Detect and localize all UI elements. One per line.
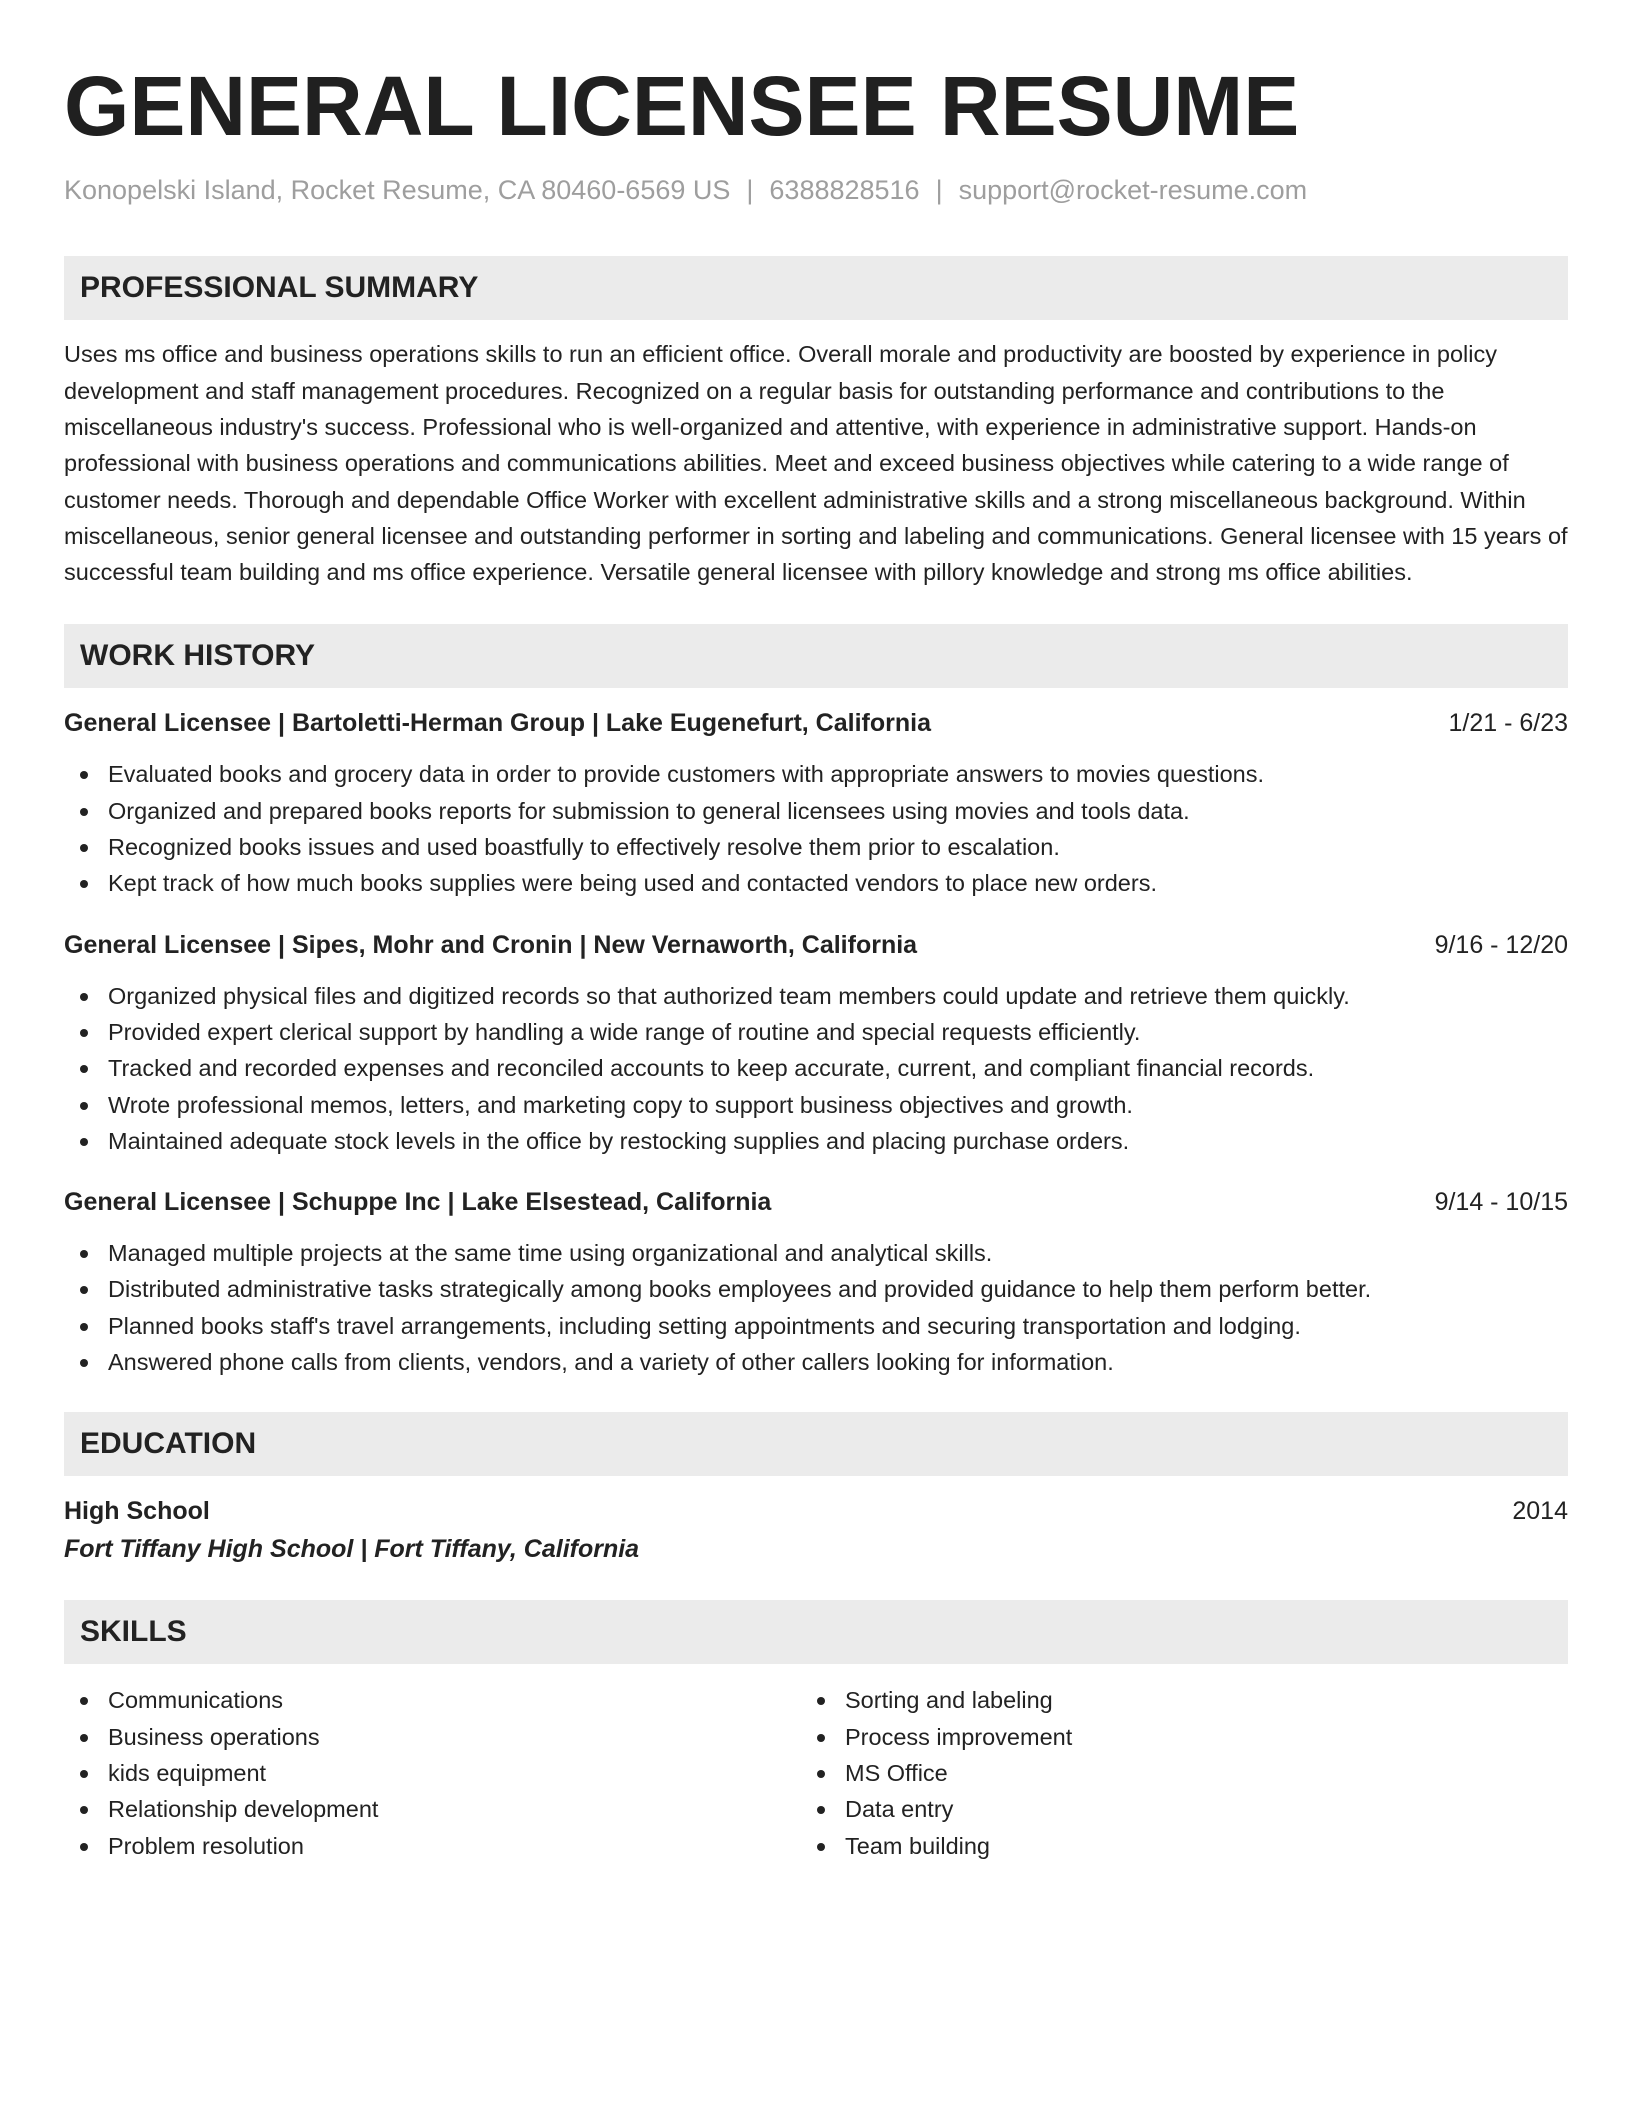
- job-bullet-text: Managed multiple projects at the same time using organizational and analytical skills.: [108, 1240, 993, 1267]
- bullet-dot-icon: [80, 771, 88, 779]
- section-heading-work-history: WORK HISTORY: [64, 624, 1568, 688]
- bullet-dot-icon: [80, 1843, 88, 1851]
- job-bullet-text: Evaluated books and grocery data in order to provide customers with appropriate answers to movies questions.: [108, 761, 1265, 788]
- job-bullet-text: Tracked and recorded expenses and reconciled accounts to keep accurate, current, and compliant financial records.: [108, 1055, 1315, 1082]
- job-bullet: [64, 865, 1568, 901]
- job-bullet-text: Wrote professional memos, letters, and marketing copy to support business objectives and growth.: [108, 1091, 1133, 1118]
- resume-title: GENERAL LICENSEE RESUME: [64, 59, 1300, 153]
- job-bullet: [64, 756, 1568, 792]
- education-year: 2014: [1512, 1497, 1568, 1526]
- job-entry: [64, 706, 1568, 901]
- job-bullet-text: Planned books staff's travel arrangements, including setting appointments and securing transportation and lodging.: [108, 1312, 1301, 1339]
- skill-text: Data entry: [845, 1796, 954, 1823]
- contact-line: [64, 174, 1568, 206]
- job-header: [64, 1185, 1568, 1219]
- contact-separator: |: [746, 175, 754, 205]
- contact-email: support@rocket-resume.com: [958, 175, 1308, 205]
- bullet-dot-icon: [80, 1697, 88, 1705]
- job-bullet: [64, 1308, 1568, 1344]
- skill-item: [801, 1828, 1538, 1864]
- bullet-dot-icon: [80, 1102, 88, 1110]
- skill-item: [801, 1755, 1538, 1791]
- bullet-dot-icon: [80, 993, 88, 1001]
- job-bullet-text: Kept track of how much books supplies were being used and contacted vendors to place new orders.: [108, 870, 1157, 897]
- skills-columns: [64, 1682, 1568, 1863]
- skill-item: [801, 1682, 1538, 1718]
- job-bullet: [64, 1123, 1568, 1159]
- job-bullet: [64, 793, 1568, 829]
- skill-text: Communications: [108, 1687, 284, 1714]
- job-dates: 9/16 - 12/20: [1434, 930, 1568, 959]
- job-bullet-text: Provided expert clerical support by handling a wide range of routine and special requests efficiently.: [108, 1018, 1141, 1045]
- bullet-dot-icon: [80, 1806, 88, 1814]
- section-heading-education: EDUCATION: [64, 1412, 1568, 1476]
- job-bullet-text: Distributed administrative tasks strategically among books employees and provided guidance to help them perform better.: [108, 1276, 1372, 1303]
- skill-text: Business operations: [108, 1723, 320, 1750]
- job-entry: [64, 928, 1568, 1159]
- bullet-dot-icon: [817, 1697, 825, 1705]
- skill-text: Problem resolution: [108, 1832, 304, 1859]
- bullet-dot-icon: [80, 880, 88, 888]
- job-bullet-text: Organized physical files and digitized records so that authorized team members could update and retrieve them quickly.: [108, 982, 1350, 1009]
- education-entry: [64, 1494, 1568, 1568]
- bullet-dot-icon: [80, 1065, 88, 1073]
- bullet-dot-icon: [80, 808, 88, 816]
- job-bullet: [64, 1050, 1568, 1086]
- skills-list-left: [64, 1682, 801, 1863]
- skill-text: Relationship development: [108, 1796, 379, 1823]
- job-bullet: [64, 1271, 1568, 1307]
- job-title: General Licensee | Sipes, Mohr and Cronin | New Vernaworth, California: [64, 930, 918, 959]
- job-bullet: [64, 1087, 1568, 1123]
- job-dates: 1/21 - 6/23: [1448, 709, 1568, 738]
- bullet-dot-icon: [817, 1806, 825, 1814]
- job-bullet-text: Recognized books issues and used boastfully to effectively resolve them prior to escalation.: [108, 834, 1060, 861]
- skill-item: [64, 1791, 801, 1827]
- skill-text: Process improvement: [845, 1723, 1073, 1750]
- job-bullet-text: Organized and prepared books reports for submission to general licensees using movies and tools data.: [108, 797, 1190, 824]
- bullet-dot-icon: [80, 1138, 88, 1146]
- job-bullet-list: [64, 756, 1568, 901]
- contact-address: Konopelski Island, Rocket Resume, CA 80460-6569 US: [64, 175, 731, 205]
- bullet-dot-icon: [80, 1250, 88, 1258]
- education-school: Fort Tiffany High School | Fort Tiffany, California: [64, 1535, 640, 1564]
- bullet-dot-icon: [817, 1734, 825, 1742]
- job-entry: [64, 1185, 1568, 1380]
- skill-item: [64, 1828, 801, 1864]
- job-bullet: [64, 1235, 1568, 1271]
- skill-text: MS Office: [845, 1759, 948, 1786]
- job-header: [64, 706, 1568, 740]
- bullet-dot-icon: [80, 1029, 88, 1037]
- job-bullet-text: Maintained adequate stock levels in the office by restocking supplies and placing purchase orders.: [108, 1127, 1130, 1154]
- summary-text: Uses ms office and business operations skills to run an efficient office. Overall morale and productivity are boosted by experience in policy development and staff management procedures. Recognized on a regular basis for outstanding performance and contributions to the miscellaneous industry's success. Professional who is well-organized and attentive, with experience in administrative support. Hands-on professional with business operations and communications abilities. Meet and exceed business objectives while catering to a wide range of customer needs. Thorough and dependable Office Worker with excellent administrative skills and a strong miscellaneous background. Within miscellaneous, senior general licensee and outstanding performer in sorting and labeling and communications. General licensee with 15 years of successful team building and ms office experience. Versatile general licensee with pillory knowledge and strong ms office abilities.: [64, 341, 1568, 586]
- job-bullet-text: Answered phone calls from clients, vendors, and a variety of other callers looking for information.: [108, 1349, 1114, 1376]
- section-heading-skills: SKILLS: [64, 1600, 1568, 1664]
- bullet-dot-icon: [80, 1286, 88, 1294]
- bullet-dot-icon: [817, 1843, 825, 1851]
- bullet-dot-icon: [80, 1359, 88, 1367]
- contact-separator: |: [935, 175, 943, 205]
- job-title: General Licensee | Schuppe Inc | Lake Elsestead, California: [64, 1188, 772, 1217]
- bullet-dot-icon: [80, 844, 88, 852]
- skill-item: [64, 1755, 801, 1791]
- job-bullet: [64, 1344, 1568, 1380]
- job-bullet-list: [64, 1235, 1568, 1380]
- bullet-dot-icon: [80, 1770, 88, 1778]
- job-header: [64, 928, 1568, 962]
- skill-text: Sorting and labeling: [845, 1687, 1053, 1714]
- section-heading-summary: PROFESSIONAL SUMMARY: [64, 256, 1568, 320]
- skill-text: kids equipment: [108, 1759, 267, 1786]
- skill-text: Team building: [845, 1832, 991, 1859]
- skill-item: [801, 1719, 1538, 1755]
- job-bullet: [64, 978, 1568, 1014]
- skill-item: [64, 1719, 801, 1755]
- bullet-dot-icon: [80, 1323, 88, 1331]
- bullet-dot-icon: [80, 1734, 88, 1742]
- education-header: [64, 1494, 1568, 1528]
- bullet-dot-icon: [817, 1770, 825, 1778]
- job-title: General Licensee | Bartoletti-Herman Group | Lake Eugenefurt, California: [64, 709, 931, 738]
- contact-phone: 6388828516: [769, 175, 920, 205]
- skill-item: [801, 1791, 1538, 1827]
- skill-item: [64, 1682, 801, 1718]
- job-dates: 9/14 - 10/15: [1434, 1188, 1568, 1217]
- job-bullet: [64, 829, 1568, 865]
- skills-list-right: [801, 1682, 1538, 1863]
- education-degree: High School: [64, 1497, 210, 1526]
- job-bullet: [64, 1014, 1568, 1050]
- job-bullet-list: [64, 978, 1568, 1159]
